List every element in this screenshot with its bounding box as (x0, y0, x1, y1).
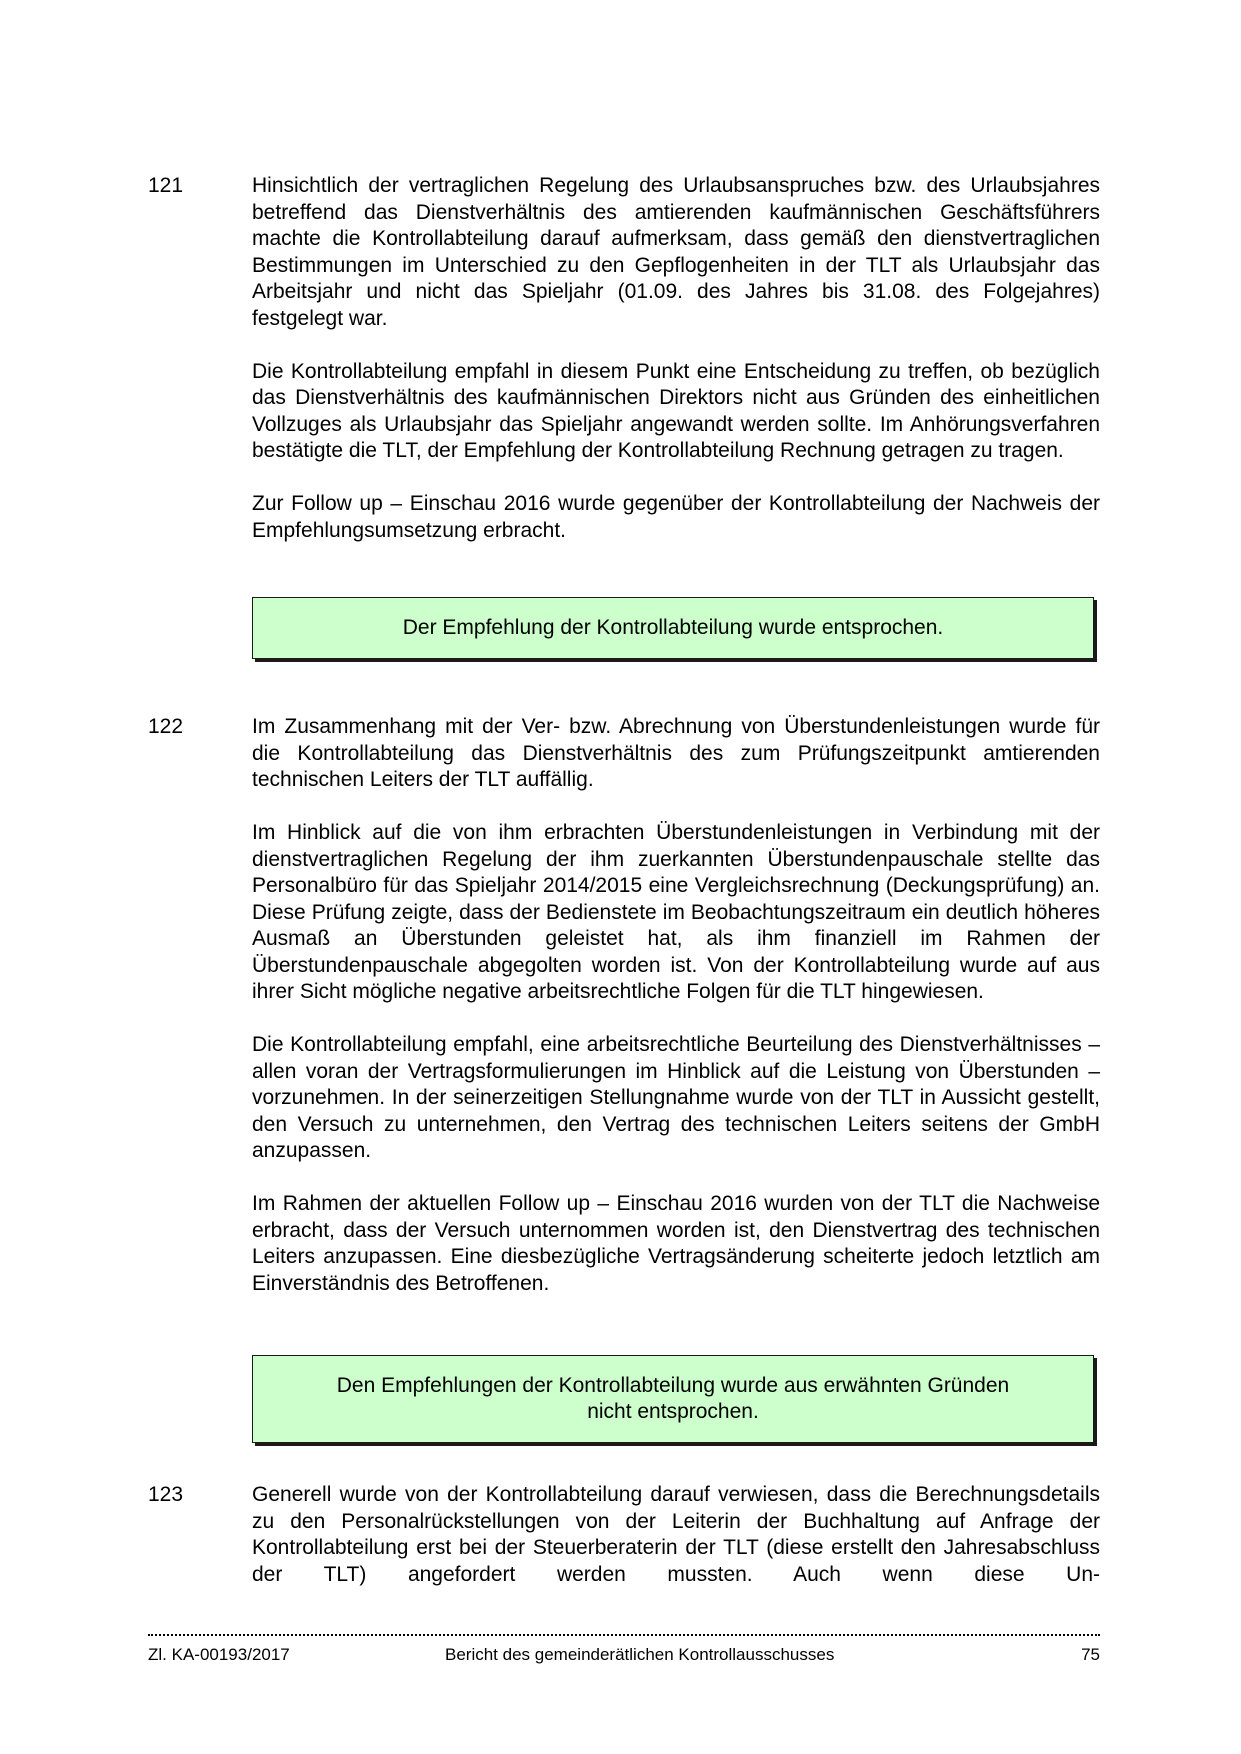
paragraph: Im Rahmen der aktuellen Follow up – Einschau 2016 wurden von der TLT die Nachweise erbracht, dass der Versuch unternommen worden ist, den Dienstvertrag des technischen Leiters anzupassen. Eine diesbezügliche Vertragsänderung scheiterte jedoch letztlich am Einverständnis des Betroffenen. (252, 1192, 1100, 1295)
section-number: 121 (148, 174, 184, 197)
footer-page-number: 75 (1081, 1645, 1100, 1664)
paragraph: Die Kontrollabteilung empfahl, eine arbeitsrechtliche Beurteilung des Dienstverhältnisses – allen voran der Vertragsformulierungen im Hinblick auf die Leistung von Überstunden – vorzunehmen. In der seinerzeitigen Stellungnahme wurde von der TLT in Aussicht gestellt, den Versuch zu unternehmen, den Vertrag des technischen Leiters seitens der GmbH anzupassen. (252, 1033, 1100, 1162)
paragraph: Zur Follow up – Einschau 2016 wurde gegenüber der Kontrollabteilung der Nachweis der Empfehlungsumsetzung erbracht. (252, 492, 1100, 542)
section-number: 123 (148, 1483, 184, 1506)
result-box-text-line1: Den Empfehlungen der Kontrollabteilung wurde aus erwähnten Gründen (336, 1373, 1010, 1397)
paragraph: Im Zusammenhang mit der Ver- bzw. Abrechnung von Überstundenleistungen wurde für die Kontrollabteilung das Dienstverhältnis des zum Prüfungszeitpunkt amtierenden technischen Leiters der TLT auffällig. (252, 715, 1100, 791)
result-box (252, 1355, 1094, 1443)
section-body (252, 1482, 1100, 1588)
result-box-text: Der Empfehlung der Kontrollabteilung wurde entsprochen. (402, 615, 944, 639)
paragraph: Die Kontrollabteilung empfahl in diesem Punkt eine Entscheidung zu treffen, ob bezüglich das Dienstverhältnis des kaufmännischen Direktors nicht aus Gründen des einheitlichen Vollzuges als Urlaubsjahr das Spieljahr angewandt werden sollte. Im Anhörungsverfahren bestätigte die TLT, der Empfehlung der Kontrollabteilung Rechnung getragen zu tragen. (252, 359, 1100, 462)
paragraph: Im Hinblick auf die von ihm erbrachten Überstundenleistungen in Verbindung mit der dienstvertraglichen Regelung der ihm zuerkannten Überstundenpauschale stellte das Personalbüro für das Spieljahr 2014/2015 eine Vergleichsrechnung (Deckungsprüfung) an. Diese Prüfung zeigte, dass der Bedienstete im Beobachtungszeitraum ein deutlich höheres Ausmaß an Überstunden geleistet hat, als ihm finanziell im Rahmen der Überstundenpauschale abgegolten worden ist. Von der Kontrollabteilung wurde auf aus ihrer Sicht mögliche negative arbeitsrechtliche Folgen für die TLT hingewiesen. (252, 821, 1100, 1003)
result-box (252, 597, 1094, 659)
result-box-text-line2: nicht entsprochen. (587, 1400, 759, 1423)
paragraph: Generell wurde von der Kontrollabteilung darauf verwiesen, dass die Berechnungsdetails zu den Personalrückstellungen von der Leiterin der Buchhaltung auf Anfrage der Kontrollabteilung erst bei der Steuerberaterin der TLT (diese erstellt den Jahresabschluss der TLT) angefordert werden mussten. Auch wenn diese Un- (252, 1483, 1100, 1586)
section-number: 122 (148, 715, 184, 738)
footer-title: Bericht des gemeinderätlichen Kontrollausschusses (445, 1645, 835, 1664)
footer-divider (148, 1634, 1100, 1636)
paragraph: Hinsichtlich der vertraglichen Regelung des Urlaubsanspruches bzw. des Urlaubsjahres betreffend das Dienstverhältnis des amtierenden kaufmännischen Geschäftsführers machte die Kontrollabteilung darauf aufmerksam, dass gemäß den dienstvertraglichen Bestimmungen im Unterschied zu den Gepflogenheiten in der TLT als Urlaubsjahr das Arbeitsjahr und nicht das Spieljahr (01.09. des Jahres bis 31.08. des Folgejahres) festgelegt war. (252, 174, 1100, 330)
section-body (252, 173, 1100, 544)
section-body (252, 714, 1100, 1297)
footer-reference: Zl. KA-00193/2017 (148, 1645, 290, 1664)
